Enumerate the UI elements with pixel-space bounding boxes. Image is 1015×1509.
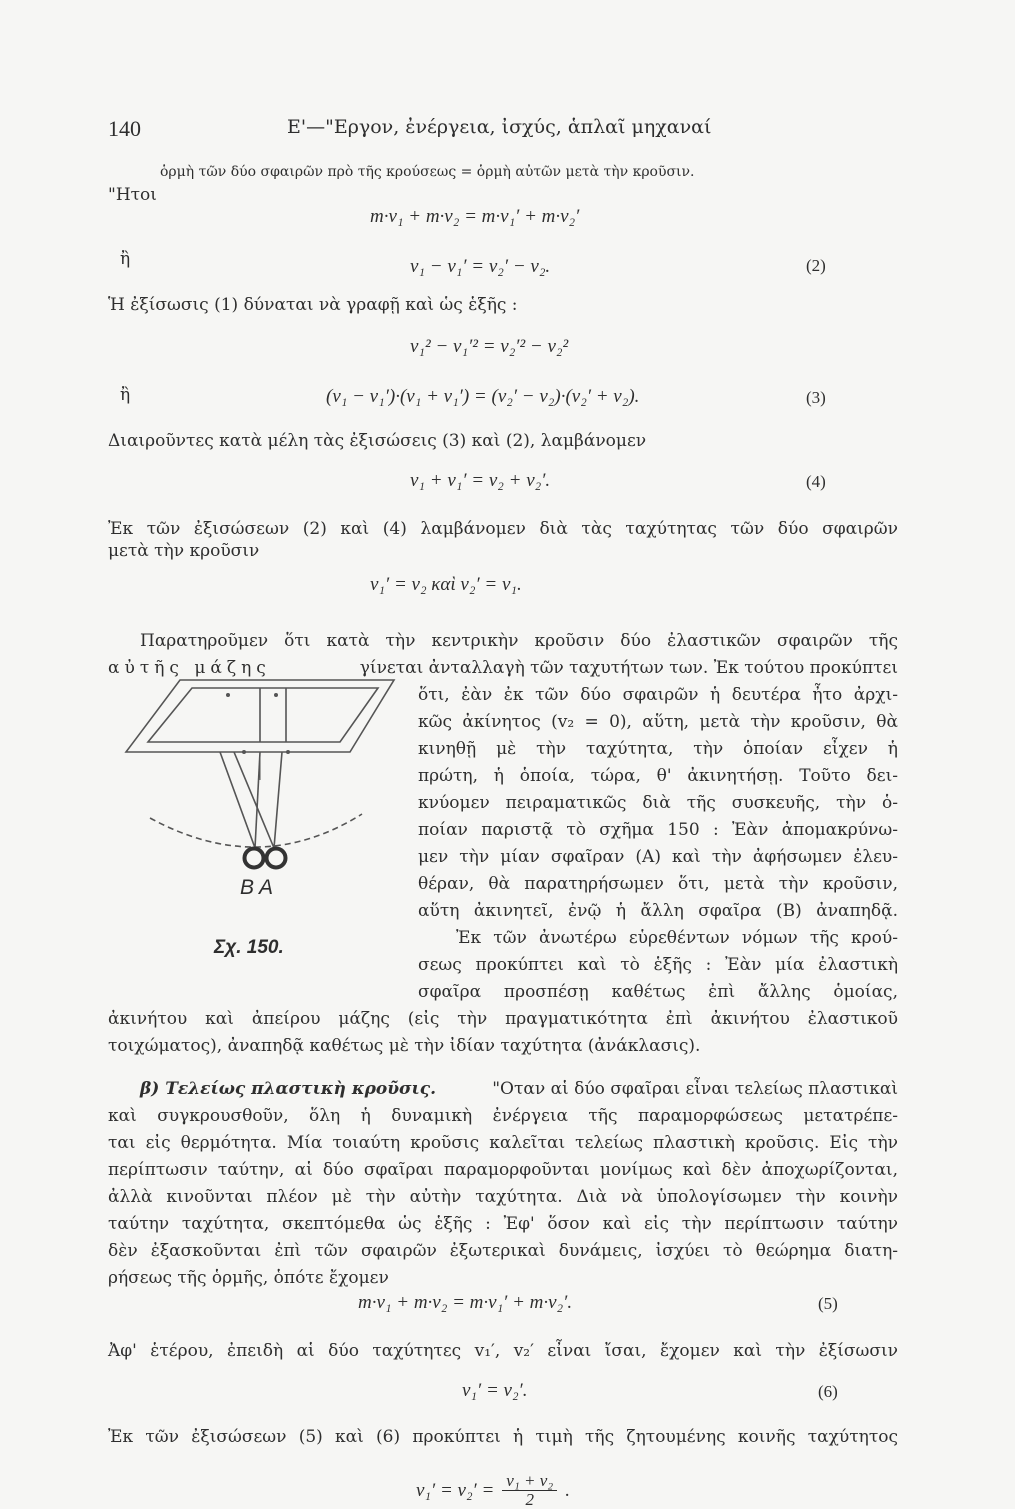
equation-4: v₁ + v₁′ = v₂ + v₂′.	[410, 470, 551, 491]
text-line: ται εἰς θερμότητα. Μία τοιαύτη κροῦσις καλεῖται τελείως πλαστικὴ κροῦσις. Εἰς τὴν	[108, 1133, 898, 1153]
ball-a	[267, 849, 286, 868]
text-line: Ἐκ τῶν ἐξισώσεων (2) καὶ (4) λαμβάνομεν διὰ τὰς ταχύτητας τῶν δύο σφαιρῶν	[108, 519, 898, 539]
figure-caption: Σχ. 150.	[214, 937, 284, 958]
pivot-dot	[286, 750, 290, 754]
page-number: 140	[108, 116, 141, 141]
text-line: περίπτωσιν ταύτην, αἱ δύο σφαῖραι παραμορφοῦνται μονίμως καὶ δὲν ἀποχωρίζονται,	[108, 1160, 898, 1180]
text-line: Ἐκ τῶν ἐξισώσεων (5) καὶ (6) προκύπτει ἡ τιμὴ τῆς ζητουμένης κοινῆς ταχύτητος	[108, 1427, 898, 1447]
emphasis-text: αὐτῆς μάζης	[108, 658, 271, 678]
equation-number: (5)	[818, 1294, 838, 1313]
text-line: ρήσεως τῆς ὁρμῆς, ὁπότε ἔχομεν	[108, 1268, 389, 1288]
text-line: ἢ	[120, 385, 131, 405]
text-line: πρώτη, ἡ ὁποία, τώρα, θ' ἀκινητήσῃ. Τοῦτο δει-	[418, 766, 898, 786]
text-line: θέραν, θὰ παρατηρήσωμεν ὅτι, μετὰ τὴν κροῦσιν,	[418, 874, 898, 894]
text-line: κινηθῇ μὲ τὴν ταχύτητα, τὴν ὁποίαν εἶχεν ἡ	[418, 739, 898, 759]
text-line: μετὰ τὴν κροῦσιν	[108, 541, 260, 561]
equation-2: v₁ − v₁′ = v₂′ − v₂.	[410, 256, 551, 277]
text-line: κνύομεν πειραματικῶς διὰ τῆς συσκευῆς, τὴν ὁ-	[418, 793, 898, 813]
pivot-dot	[226, 693, 230, 697]
text-line: ὅτι, ἐὰν ἐκ τῶν δύο σφαιρῶν ἡ δευτέρα ἦτο ἀρχι-	[418, 685, 898, 705]
text-line: ἢ	[120, 249, 131, 269]
ball-b	[245, 849, 264, 868]
text-line: γίνεται ἀνταλλαγὴ τῶν ταχυτήτων των. Ἐκ τούτου προκύπτει	[359, 658, 898, 678]
equation-8-end: .	[565, 1479, 570, 1501]
text-line: ποίαν παριστᾷ τὸ σχῆμα 150 : Ἐὰν ἀπομακρύνω-	[418, 820, 898, 840]
equation-3a: v₁² − v₁′² = v₂′² − v₂²	[410, 336, 569, 357]
text-line: Ἀφ' ἑτέρου, ἐπειδὴ αἱ δύο ταχύτητες v₁′, v₂′ εἶναι ἴσαι, ἔχομεν καὶ τὴν ἐξίσωσιν	[108, 1341, 898, 1361]
figure-150-apparatus	[110, 668, 410, 958]
section-heading-line	[140, 1078, 898, 1100]
text-line: ταύτην ταχύτητα, σκεπτόμεθα ὡς ἑξῆς : Ἐφ' ὅσον καὶ εἰς τὴν περίπτωσιν ταύτην	[108, 1214, 898, 1234]
equation-5: v₁′ = v₂ καὶ v₂′ = v₁.	[370, 574, 522, 595]
equation-6: m·v₁ + m·v₂ = m·v₁′ + m·v₂′.	[358, 1292, 573, 1313]
text-line: "Οταν αἱ δύο σφαῖραι εἶναι τελείως πλαστικαὶ	[492, 1079, 898, 1099]
text-line: Ἡ ἐξίσωσις (1) δύναται νὰ γραφῇ καὶ ὡς ἑξῆς :	[108, 295, 518, 315]
text-line: δὲν ἐξασκοῦνται ἐπὶ τῶν σφαιρῶν ἐξωτερικαὶ δυνάμεις, ἰσχύει τὸ θεώρημα διατη-	[108, 1241, 898, 1261]
fraction-denominator: 2	[525, 1490, 534, 1509]
text-line: σφαῖρα προσπέσῃ καθέτως ἐπὶ ἄλλης ὁμοίας,	[418, 982, 898, 1002]
text-line: ἀκινήτου καὶ ἀπείρου μάζης (εἰς τὴν πραγματικότητα ἐπὶ ἀκινήτου ἐλαστικοῦ	[108, 1009, 898, 1029]
equation-3: (v₁ − v₁′)·(v₁ + v₁′) = (v₂′ − v₂)·(v₂′ + v₂).	[326, 386, 640, 407]
frame-inner	[148, 688, 378, 742]
momentum-statement: ὁρμὴ τῶν δύο σφαιρῶν πρὸ τῆς κρούσεως = ὁρμὴ αὐτῶν μετὰ τὴν κροῦσιν.	[160, 164, 695, 180]
ball-labels: B A	[240, 876, 274, 899]
section-heading: β) Τελείως πλαστικὴ κροῦσις.	[140, 1079, 437, 1099]
text-line: ἀλλὰ κινοῦνται πλέον μὲ τὴν αὐτὴν ταχύτητα. Διὰ νὰ ὑπολογίσωμεν τὴν κοινὴν	[108, 1187, 898, 1207]
equation-number: (3)	[806, 388, 826, 407]
string	[220, 752, 255, 848]
string	[234, 752, 274, 848]
equation-number: (4)	[806, 472, 826, 491]
equation-1: m·v₁ + m·v₂ = m·v₁′ + m·v₂′	[370, 206, 580, 227]
text-line: μεν τὴν μίαν σφαῖραν (A) καὶ τὴν ἀφήσωμεν ἐλευ-	[418, 847, 898, 867]
text-line: Διαιροῦντες κατὰ μέλη τὰς ἐξισώσεις (3) καὶ (2), λαμβάνομεν	[108, 431, 647, 451]
fraction-numerator: v₁ + v₂	[502, 1472, 557, 1491]
pivot-dot	[242, 750, 246, 754]
text-line: τοιχώματος), ἀναπηδᾷ καθέτως μὲ τὴν ἰδίαν ταχύτητα (ἀνάκλασις).	[108, 1036, 701, 1056]
equation-number: (6)	[818, 1382, 838, 1401]
text-line: αὕτη ἀκινητεῖ, ἐνῷ ἡ ἄλλη σφαῖρα (B) ἀναπηδᾷ.	[418, 901, 898, 921]
text-line: Ἐκ τῶν ἀνωτέρω εὑρεθέντων νόμων τῆς κρού-	[456, 928, 898, 948]
text-line: καὶ συγκρουσθοῦν, ὅλη ἡ δυναμικὴ ἐνέργεια τῆς παραμορφώσεως μετατρέπε-	[108, 1106, 898, 1126]
text-line: "Ητοι	[108, 185, 157, 205]
equation-7: v₁′ = v₂′.	[462, 1380, 528, 1401]
string	[255, 752, 260, 848]
equation-number: (2)	[806, 256, 826, 275]
equation-8	[416, 1472, 570, 1509]
string	[274, 752, 282, 848]
pivot-dot	[274, 693, 278, 697]
equation-8-left: v₁′ = v₂′ =	[416, 1479, 495, 1501]
running-title: Ε'—"Εργον, ἐνέργεια, ἰσχύς, ἁπλαῖ μηχαναί	[287, 116, 712, 138]
text-line: σεως προκύπτει καὶ τὸ ἑξῆς : Ἐὰν μία ἐλαστικὴ	[418, 955, 898, 975]
fraction	[502, 1472, 557, 1509]
text-line: κῶς ἀκίνητος (v₂ = 0), αὕτη, μετὰ τὴν κροῦσιν, θὰ	[418, 712, 898, 732]
text-line: Παρατηροῦμεν ὅτι κατὰ τὴν κεντρικὴν κροῦσιν δύο ἐλαστικῶν σφαιρῶν τῆς	[140, 631, 898, 651]
